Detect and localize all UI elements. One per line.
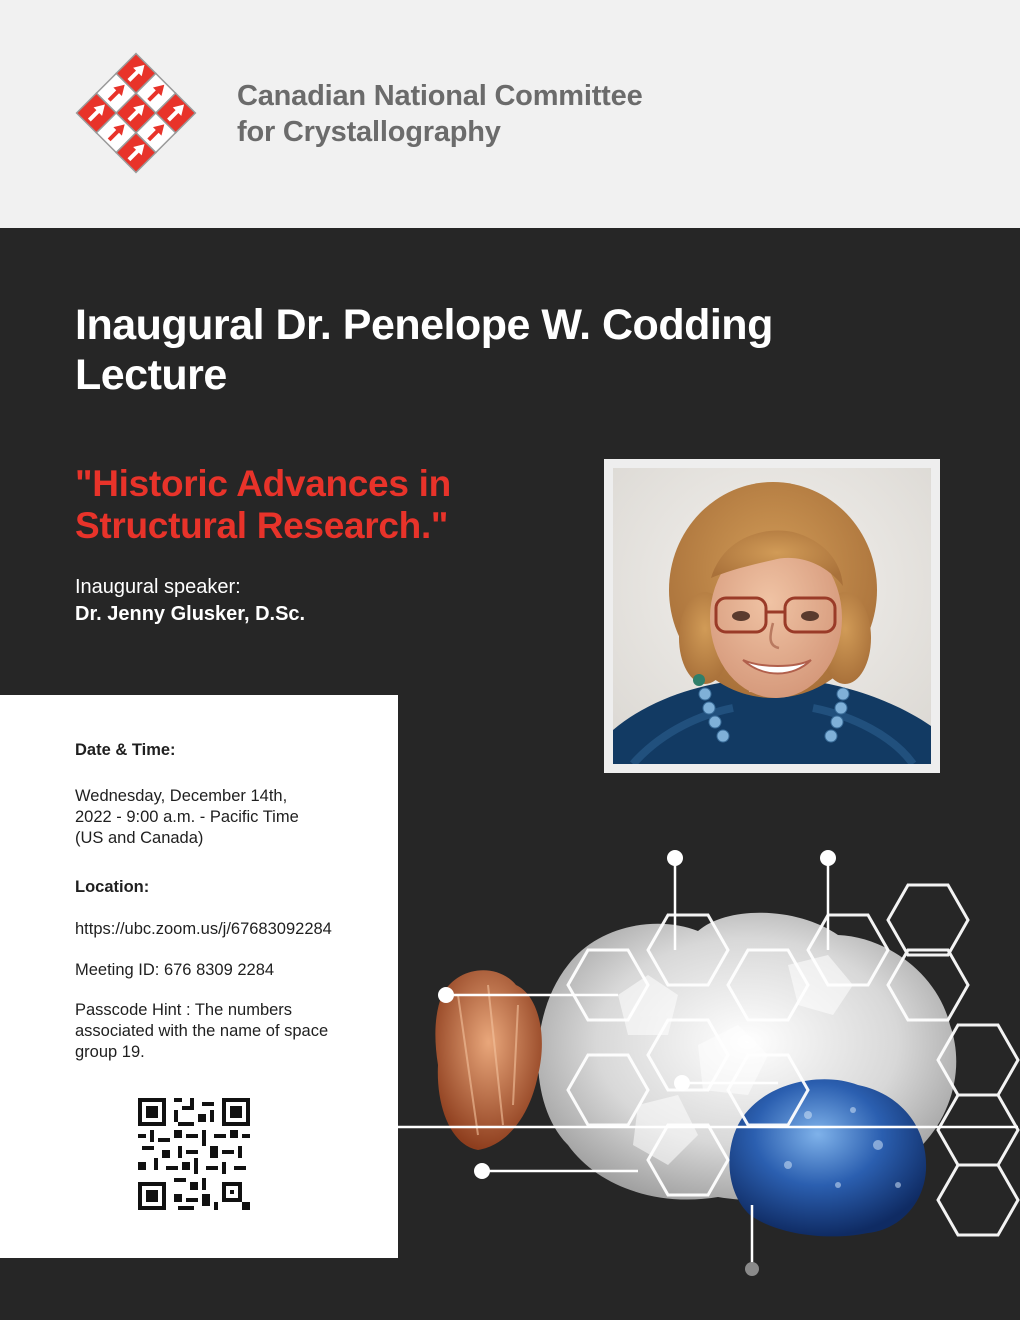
lecture-title-line1: Inaugural Dr. Penelope W. Codding xyxy=(75,301,773,349)
talk-title-line2: Structural Research." xyxy=(75,505,449,546)
speaker-photo-frame xyxy=(604,459,940,773)
date-line3: (US and Canada) xyxy=(75,829,204,847)
talk-title-line1: "Historic Advances in xyxy=(75,463,451,504)
event-info-card xyxy=(0,695,398,1258)
header-band xyxy=(0,0,1020,228)
org-name-line2: for Crystallography xyxy=(237,116,501,148)
date-line2: 2022 - 9:00 a.m. - Pacific Time xyxy=(75,808,299,826)
speaker-photo xyxy=(613,468,931,764)
qr-code-icon[interactable] xyxy=(138,1098,250,1210)
zoom-link[interactable]: https://ubc.zoom.us/j/67683092284 xyxy=(75,920,332,938)
date-line1: Wednesday, December 14th, xyxy=(75,787,288,805)
speaker-label: Inaugural speaker: xyxy=(75,576,241,598)
location-heading: Location: xyxy=(75,878,150,896)
org-name xyxy=(237,78,643,150)
passcode-line1: Passcode Hint : The numbers xyxy=(75,1001,293,1019)
meeting-id: Meeting ID: 676 8309 2284 xyxy=(75,961,275,979)
passcode-line2: associated with the name of space xyxy=(75,1022,329,1040)
org-name-line1: Canadian National Committee xyxy=(237,80,643,112)
passcode-line3: group 19. xyxy=(75,1043,145,1061)
talk-title xyxy=(75,463,595,547)
maple-leaf-logo-icon xyxy=(72,46,200,180)
lecture-title-line2: Lecture xyxy=(75,351,227,399)
speaker-name: Dr. Jenny Glusker, D.Sc. xyxy=(75,603,306,625)
lecture-title xyxy=(75,300,935,400)
date-heading: Date & Time: xyxy=(75,741,176,759)
crystal-illustration xyxy=(398,845,1020,1285)
